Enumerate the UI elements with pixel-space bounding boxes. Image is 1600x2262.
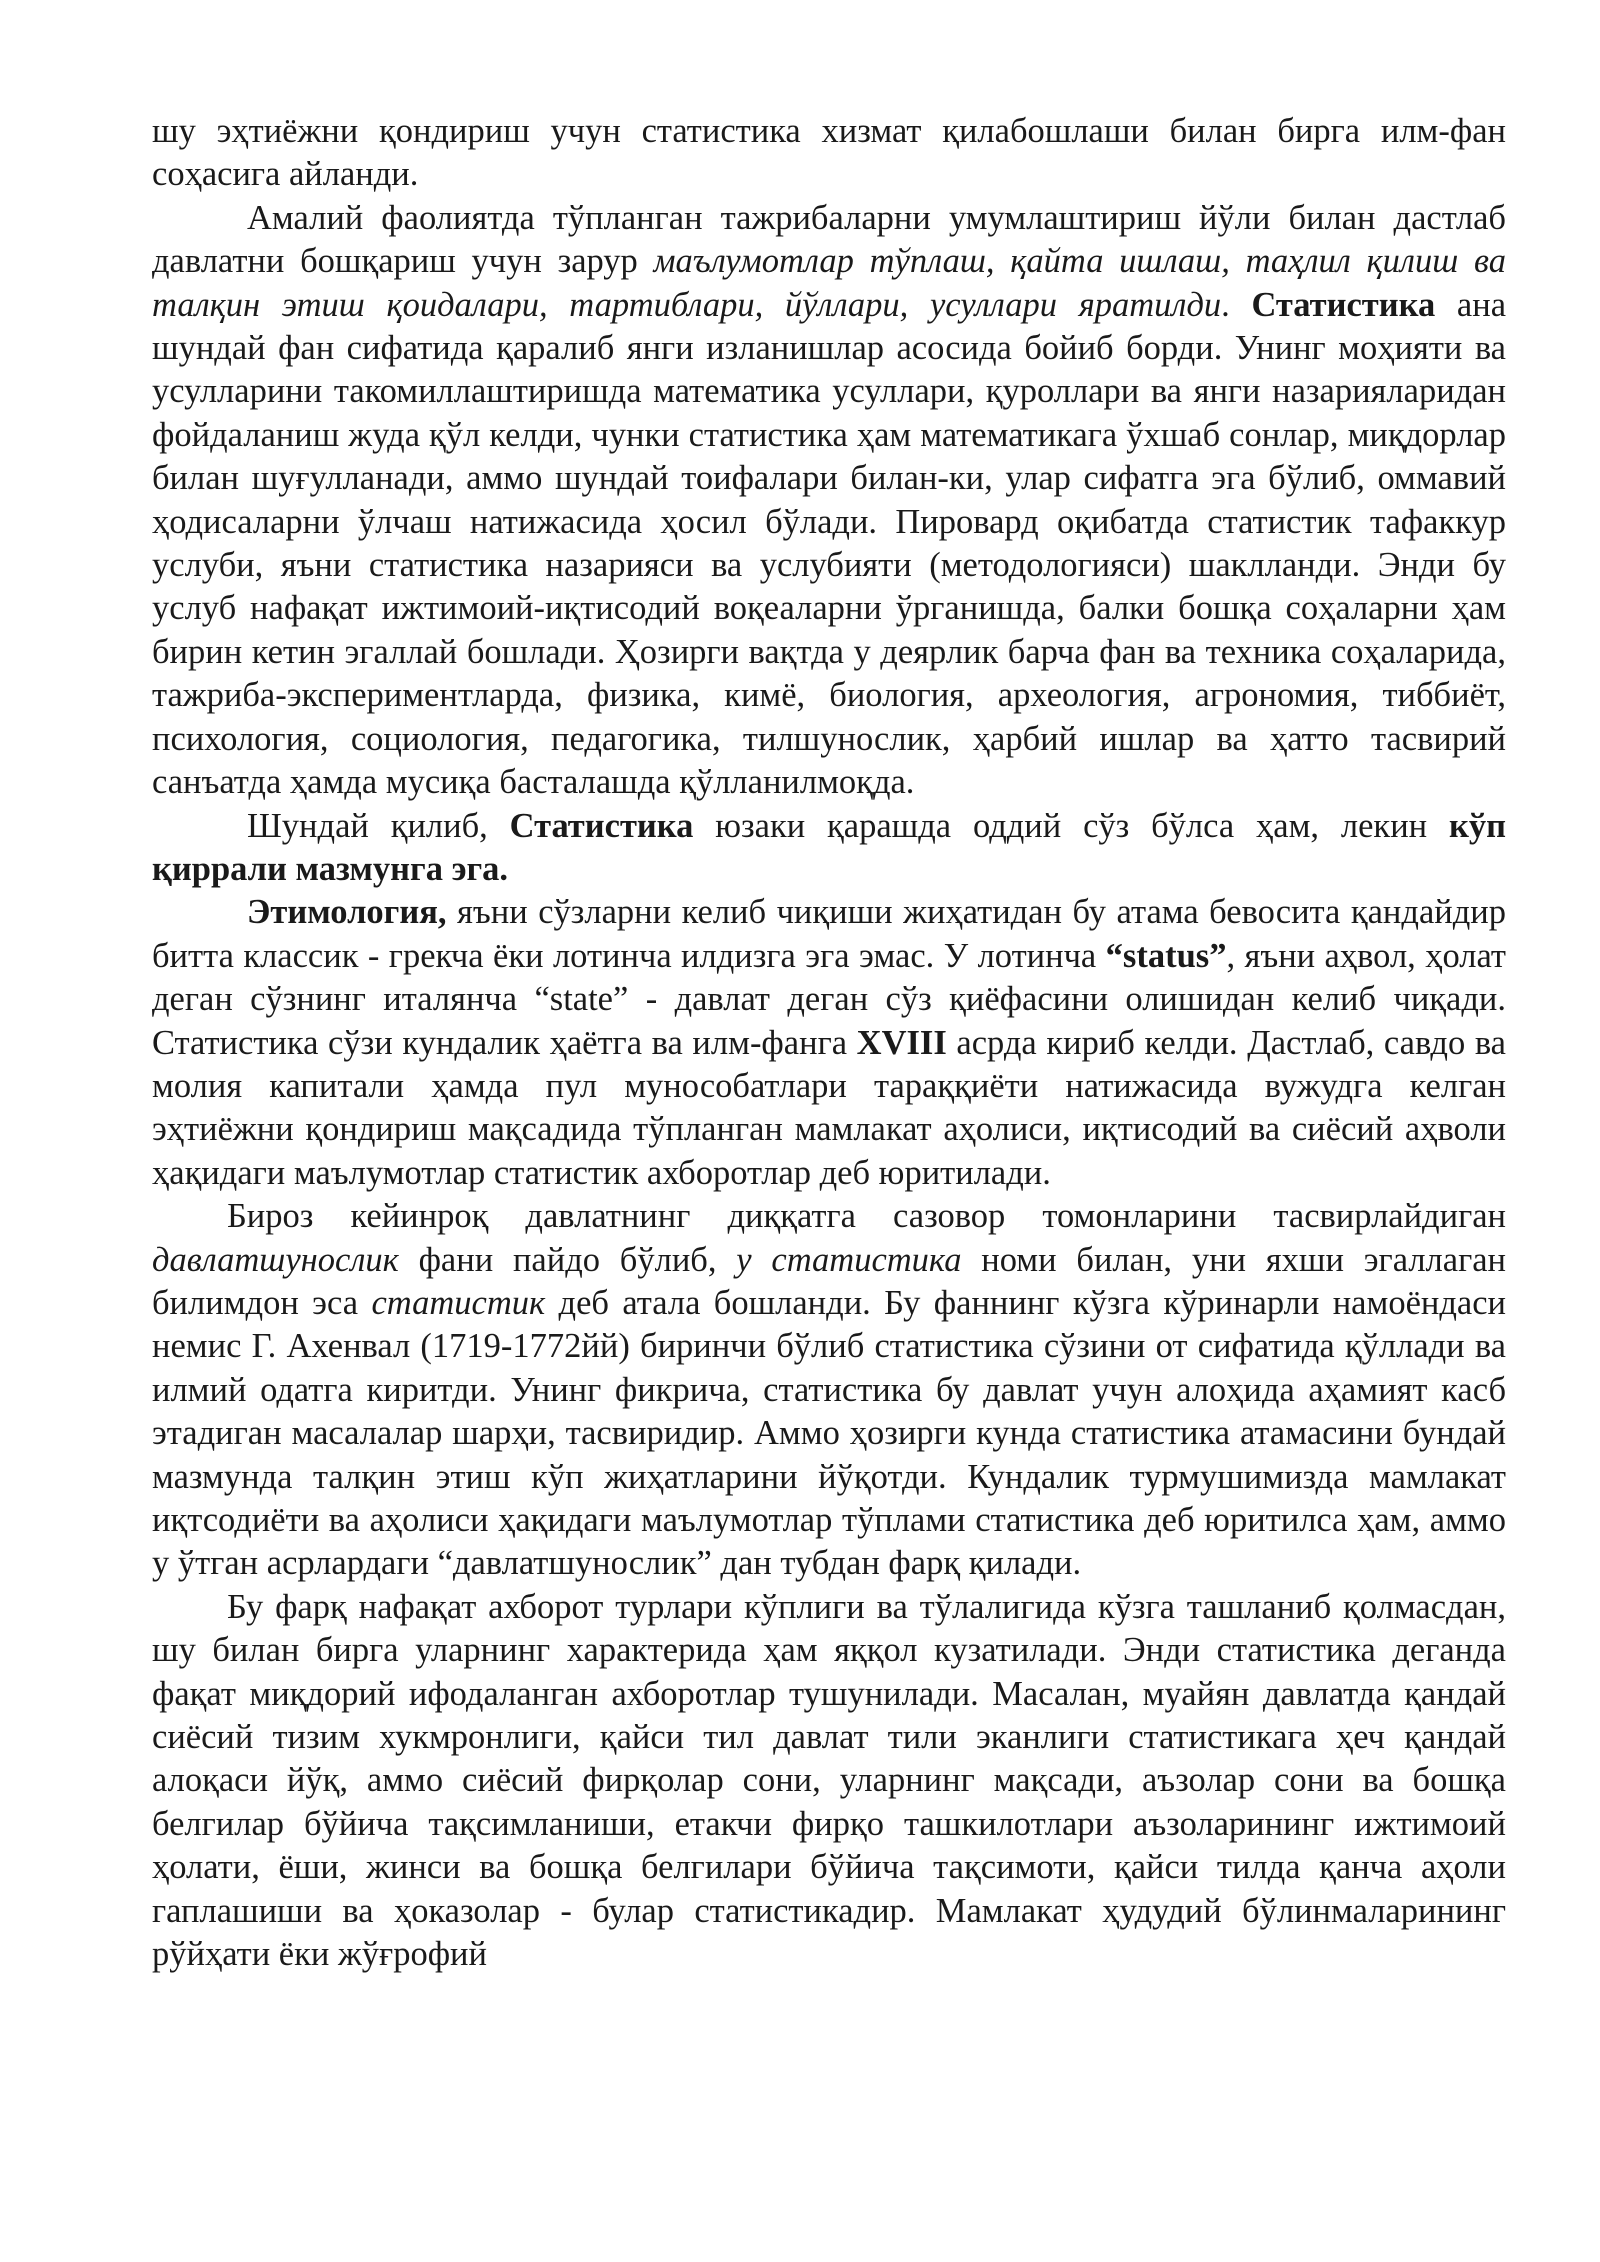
paragraph — [152, 1195, 1506, 1586]
bold-text: Статистика — [1251, 285, 1436, 324]
italic-text: давлатшунослик — [152, 1240, 399, 1279]
paragraph — [152, 197, 1506, 805]
text-run: Бу фарқ нафақат ахборот турлари кўплиги ва тўлалигида кўзга ташланиб қолмасдан, шу билан бирга уларнинг характерида ҳам яққол кузатилади. Энди статистика деганда фақат миқдорий ифодаланган ахборотлар тушунилади. Масалан, муайян давлатда қандай сиёсий тизим хукмронлиги, қайси тил давлат тили эканлиги статистикага ҳеч қандай алоқаси йўқ, аммо сиёсий фирқолар сони, уларнинг мақсади, аъзолар сони ва бошқа белгилар бўйича тақсимланиши, етакчи фирқо ташкилотлари аъзоларининг ижтимоий ҳолати, ёши, жинси ва бошқа белгилари бўйича тақсимоти, қайси тилда қанча аҳоли гаплашиши ва ҳоказолар - булар статистикадир. Мамлакат ҳудудий бўлинмаларининг рўйҳати ёки жўғрофий — [152, 1587, 1506, 1974]
paragraph — [152, 891, 1506, 1195]
bold-text: XVIII — [856, 1023, 947, 1062]
paragraph — [152, 805, 1506, 892]
paragraph — [152, 110, 1506, 197]
bold-text: Статистика — [509, 806, 694, 845]
text-run: деб атала бошланди. Бу фаннинг кўзга кўринарли намоёндаси немис Г. Ахенвал (1719-1772йй) биринчи бўлиб статистика сўзини от сифатида қўллади ва илмий одатга киритди. Унинг фикрича, статистика бу давлат учун алоҳида аҳамият касб этадиган масалалар шарҳи, тасвиридир. Аммо ҳозирги кунда статистика атамасини бундай мазмунда талқин этиш кўп жиҳатларини йўқотди. Кундалик турмушимизда мамлакат иқтсодиёти ва аҳолиси ҳақидаги маълумотлар тўплами статистика деб юритилса ҳам, аммо у ўтган асрлардаги “давлатшунослик” дан тубдан фарқ қилади. — [152, 1283, 1506, 1583]
text-run: яъни сўзларни келиб чиқиши жиҳатидан бу атама бевосита қандайдир битта классик - грекча ёки лотинча илдизга эга эмас. У лотинча — [152, 893, 1506, 975]
bold-text: “status” — [1105, 936, 1227, 975]
text-run: Амалий фаолиятда тўпланган тажрибаларни умумлаштириш йўли билан дастлаб давлатни бошқариш учун зарур — [152, 198, 1506, 281]
text-run: фани пайдо бўлиб, — [398, 1240, 737, 1279]
text-run: , яъни аҳвол, ҳолат деган сўзнинг италянча “state” - давлат деган сўз қиёфасини олишидан келиб чиқади. Статистика сўзи кундалик ҳаётга ва илм-фанга — [152, 936, 1506, 1062]
text-run: юзаки қарашда оддий сўз бўлса ҳам, лекин — [693, 806, 1449, 845]
italic-text: у статистика — [736, 1240, 962, 1279]
text-run: шу эҳтиёжни қондириш учун статистика хизмат қилабошлаши билан бирга илм-фан соҳасига айланди. — [152, 112, 1506, 194]
text-run: Шундай қилиб, — [247, 806, 510, 845]
bold-text: Этимология, — [247, 893, 447, 932]
paragraph — [152, 1586, 1506, 1977]
text-run: ана шундай фан сифатида қаралиб янги изланишлар асосида бойиб борди. Унинг моҳияти ва усулларини такомиллаштиришда математика усуллари, қуроллари ва янги назарияларидан фойдаланиш жуда қўл келди, чунки статистика ҳам математикага ўхшаб сонлар, миқдорлар билан шуғулланади, аммо шундай тоифалари билан-ки, улар сифатга эга бўлиб, оммавий ҳодисаларни ўлчаш натижасида ҳосил бўлади. Пировард оқибатда статистик тафаккур услуби, яъни статистика назарияси ва услубияти (методологияси) шаклланди. Энди бу услуб нафақат ижтимоий-иқтисодий воқеаларни ўрганишда, балки бошқа соҳаларни ҳам бирин кетин эгаллай бошлади. Ҳозирги вақтда у деярлик барча фан ва техника соҳаларида, тажриба-экспериментларда, физика, кимё, биология, археология, агрономия, тиббиёт, психология, социология, педагогика, тилшунослик, ҳарбий ишлар ва ҳатто тасвирий санъатда ҳамда мусиқа басталашда қўлланилмоқда. — [152, 285, 1507, 802]
text-run: номи билан, уни яхши эгаллаган билимдон эса — [152, 1240, 1506, 1322]
document-page — [152, 110, 1506, 1976]
italic-text: маълумотлар тўплаш, қайта ишлаш, таҳлил қилиш ва талқин этиш қоидалари, тартиблари, йўллари, усуллари яратилди — [152, 242, 1506, 324]
italic-text: статистик — [371, 1283, 546, 1322]
text-run: асрда кириб келди. Дастлаб, савдо ва молия капитали ҳамда пул мунособатлари тараққиёти натижасида вужудга келган эҳтиёжни қондириш мақсадида тўпланган мамлакат аҳолиси, иқтисодий ва сиёсий аҳволи ҳақидаги маълумотлар статистик ахборотлар деб юритилади. — [152, 1023, 1506, 1192]
bold-text: кўп қиррали мазмунга эга. — [152, 806, 1506, 888]
text-run: . — [1221, 285, 1252, 324]
text-run: Бироз кейинроқ давлатнинг диққатга сазовор томонларини тасвирлайдиган — [227, 1197, 1506, 1236]
